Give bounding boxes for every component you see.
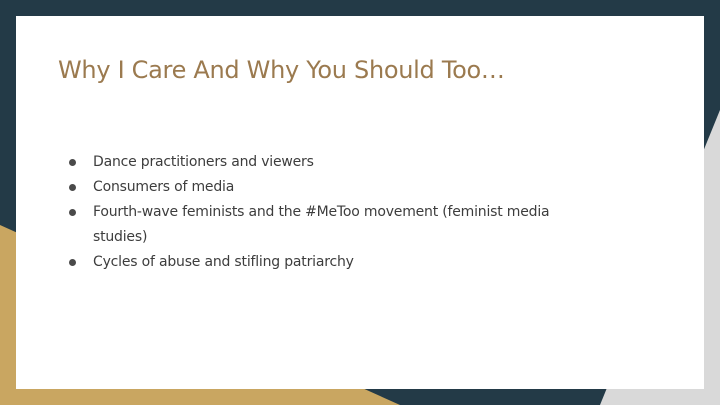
bullet-text: Cycles of abuse and stifling patriarchy [93,254,354,270]
list-item [66,175,606,200]
list-item [66,250,606,275]
slide-title: Why I Care And Why You Should Too… [58,56,505,84]
bullet-text: Dance practitioners and viewers [93,154,314,170]
list-item [66,150,606,175]
bullet-dot-icon [69,159,76,166]
bullet-dot-icon [69,184,76,191]
bullet-list [66,150,606,275]
bullet-dot-icon [69,259,76,266]
list-item [66,200,606,250]
bullet-dot-icon [69,209,76,216]
bullet-text: Consumers of media [93,179,235,195]
bullet-text: Fourth-wave feminists and the #MeToo movement (feminist media studies) [93,204,550,245]
